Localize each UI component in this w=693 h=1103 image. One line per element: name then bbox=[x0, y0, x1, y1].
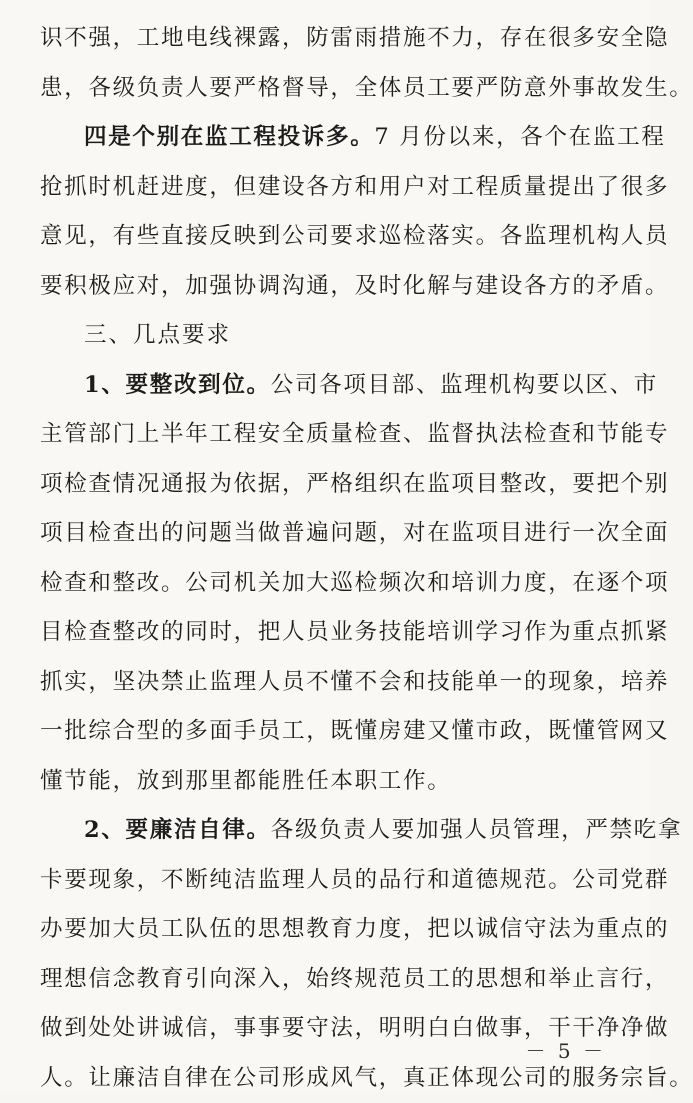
text-line: 人。让廉洁自律在公司形成风气，真正体现公司的服务宗旨。 bbox=[40, 1054, 616, 1103]
text-line: 目检查整改的同时，把人员业务技能培训学习作为重点抓紧 bbox=[40, 608, 616, 658]
text-line: 要积极应对，加强协调沟通，及时化解与建设各方的矛盾。 bbox=[40, 262, 616, 312]
paragraph-lead-bold: 1、要整改到位。 bbox=[84, 372, 271, 398]
text-line: 做到处处讲诚信，事事要守法，明明白白做事，干干净净做 bbox=[40, 1004, 616, 1054]
paragraph-lead-rest: 公司各项目部、监理机构要以区、市 bbox=[271, 372, 658, 398]
paragraph-lead-rest: 各级负责人要加强人员管理，严禁吃拿 bbox=[271, 817, 682, 843]
paragraph-lead-bold: 四是个别在监工程投诉多。 bbox=[84, 124, 374, 150]
paragraph-first-line bbox=[40, 806, 616, 856]
text-line: 一批综合型的多面手员工，既懂房建又懂市政，既懂管网又 bbox=[40, 707, 616, 757]
text-line: 意见，有些直接反映到公司要求巡检落实。各监理机构人员 bbox=[40, 212, 616, 262]
paragraph-first-line bbox=[40, 113, 616, 163]
text-line: 患，各级负责人要严格督导，全体员工要严防意外事故发生。 bbox=[40, 64, 616, 114]
document-body bbox=[40, 14, 616, 1103]
text-line: 卡要现象，不断纯洁监理人员的品行和道德规范。公司党群 bbox=[40, 856, 616, 906]
text-line: 检查和整改。公司机关加大巡检频次和培训力度，在逐个项 bbox=[40, 559, 616, 609]
text-line: 办要加大员工队伍的思想教育力度，把以诚信守法为重点的 bbox=[40, 905, 616, 955]
text-line: 识不强，工地电线裸露，防雷雨措施不力，存在很多安全隐 bbox=[40, 14, 616, 64]
text-line: 理想信念教育引向深入，始终规范员工的思想和举止言行， bbox=[40, 955, 616, 1005]
page-number: － 5 － bbox=[526, 1035, 606, 1064]
section-heading: 三、几点要求 bbox=[40, 311, 616, 361]
paragraph-lead-rest: 7 月份以来，各个在监工程 bbox=[374, 124, 665, 150]
paragraph-first-line bbox=[40, 361, 616, 411]
text-line: 项目检查出的问题当做普遍问题，对在监项目进行一次全面 bbox=[40, 509, 616, 559]
text-line: 主管部门上半年工程安全质量检查、监督执法检查和节能专 bbox=[40, 410, 616, 460]
text-line: 抢抓时机赶进度，但建设各方和用户对工程质量提出了很多 bbox=[40, 163, 616, 213]
text-line: 抓实，坚决禁止监理人员不懂不会和技能单一的现象，培养 bbox=[40, 658, 616, 708]
text-line: 项检查情况通报为依据，严格组织在监项目整改，要把个别 bbox=[40, 460, 616, 510]
paragraph-lead-bold: 2、要廉洁自律。 bbox=[84, 817, 271, 843]
text-line: 懂节能，放到那里都能胜任本职工作。 bbox=[40, 757, 616, 807]
